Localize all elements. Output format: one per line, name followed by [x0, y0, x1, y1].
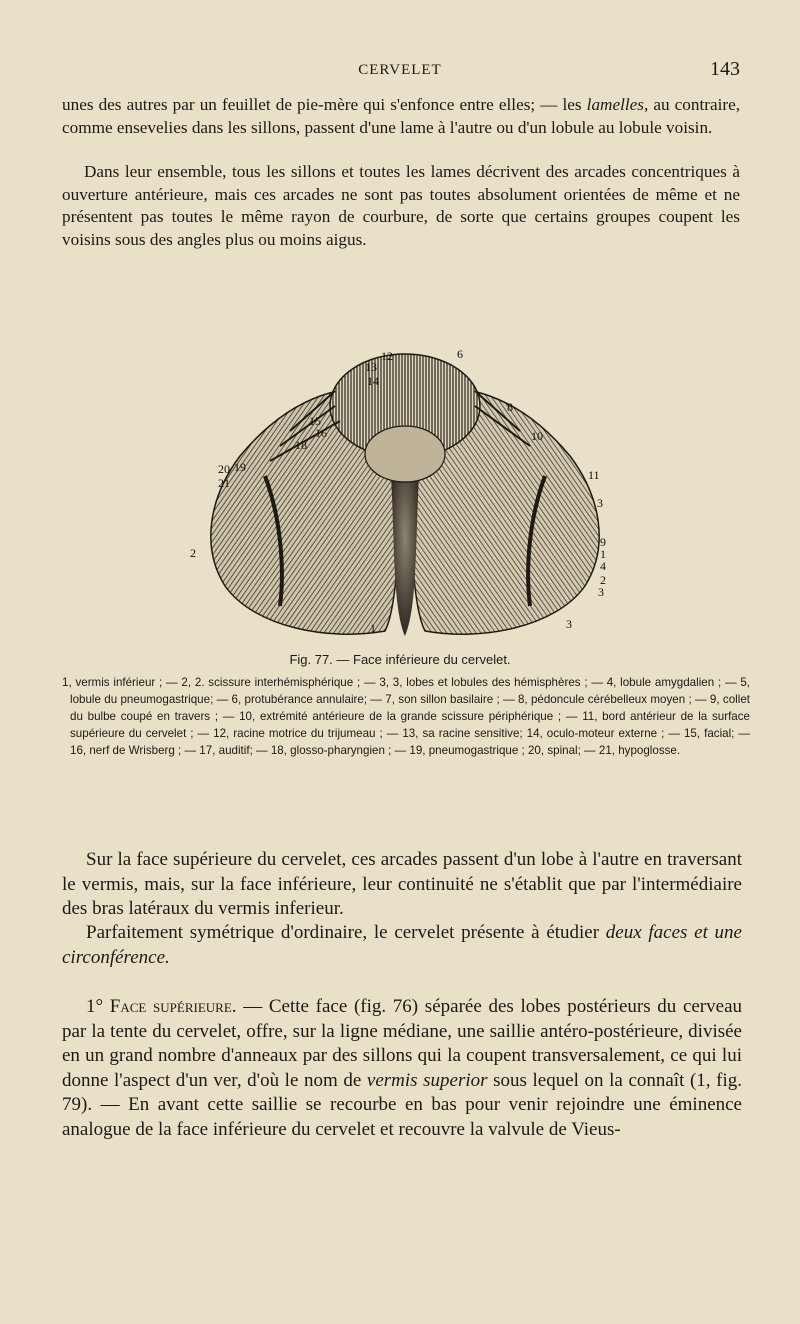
running-head	[60, 58, 740, 88]
italic-term: vermis superior	[366, 1069, 488, 1091]
figure-label: 6	[457, 347, 463, 361]
cerebellum-figure	[170, 336, 640, 648]
cerebellum-illustration	[170, 336, 640, 648]
figure-label: 18	[295, 438, 307, 452]
top-paragraph-1	[62, 94, 740, 139]
body-paragraph-2	[62, 921, 742, 970]
figure-label: 3	[597, 496, 603, 510]
figure-label: 20	[218, 462, 230, 476]
figure-label: 2	[190, 546, 196, 560]
figure-label: 21	[218, 476, 230, 490]
text-span: Parfaitement symétrique d'ordinaire, le cervelet présente à étudier	[86, 922, 606, 943]
figure-label: 11	[588, 468, 600, 482]
figure-label: 1	[370, 621, 376, 635]
figure-label: 2	[600, 573, 606, 587]
figure-label: 8	[507, 400, 513, 414]
figure-label: 15	[309, 414, 321, 428]
body-paragraph-3	[62, 995, 742, 1143]
figure-label: 10	[531, 429, 543, 443]
italic-phrase: deux faces et une circonférence.	[62, 922, 742, 968]
text-span: — Cette face (fig. 76) séparée des lobes postérieurs du cerveau par la tente du cervelet, offre, sur la ligne médiane, une saillie antéro-postérieure, divisée en un grand nombre d'anneaux par des sillons qui la coupent transversalement, ce qui lui donne l'aspect d'un ver, d'où le nom de	[62, 996, 743, 1091]
figure-label: 9	[600, 535, 606, 549]
text-span: , au contraire, comme ensevelies dans les sillons, passent d'une lame à l'autre ou d'un lobule au lobule voisin.	[62, 95, 740, 137]
figure-label: 12	[381, 349, 393, 363]
figure-label: 4	[600, 559, 606, 573]
section-heading: Face supérieure.	[109, 996, 237, 1017]
body-paragraph-1: Sur la face supérieure du cervelet, ces arcades passent d'un lobe à l'autre en traversant le vermis, mais, sur la face inférieure, leur continuité ne s'établit que par l'intermédiaire des bras latéraux du vermis inferieur.	[62, 849, 742, 920]
top-paragraph-2: Dans leur ensemble, tous les sillons et toutes les lames décrivent des arcades concentriques à ouverture antérieure, mais ces arcades ne sont pas toutes absolument orientées de même et ne présentent pas toutes le même rayon de courbure, de sorte que certains groupes coupent les voisins sous des angles plus ou moins aigus.	[62, 162, 740, 249]
page-number: 143	[710, 58, 740, 80]
figure-label: 19	[234, 460, 246, 474]
italic-term: lamelles	[586, 95, 644, 114]
figure-legend: 1, vermis inférieur ; — 2, 2. scissure interhémisphérique ; — 3, 3, lobes et lobules des hémisphères ; — 4, lobule amygdalien ; — 5, lobule du pneumogastrique; — 6, protubérance annulaire; — 7, son sillon basilaire ; — 8, pédoncule cérébelleux moyen ; — 9, collet du bulbe coupé en travers ; — 10, extrémité antérieure de la grande scissure périphérique ; — 11, bord antérieur de la surface supérieure du cervelet ; — 12, racine motrice du trijumeau ; — 13, sa racine sensitive; 14, oculo-moteur externe ; — 15, facial; — 16, nerf de Wrisberg ; — 17, auditif; — 18, glosso-pharyngien ; — 19, pneumogastrique ; 20, spinal; — 21, hypoglosse.	[62, 676, 750, 757]
figure-label: 3	[566, 617, 572, 631]
text-span: unes des autres par un feuillet de pie-mère qui s'enfonce entre elles; — les	[62, 95, 587, 114]
figure-caption: Fig. 77. — Face inférieure du cervelet.	[289, 652, 511, 667]
figure-label: 3	[598, 585, 604, 599]
figure-label: 14	[367, 374, 379, 388]
figure-label: 13	[365, 360, 377, 374]
section-number: 1°	[86, 996, 110, 1017]
text-span: sous lequel on la connaît (1, fig. 79). — En avant cette saillie se recourbe en bas pour venir rejoindre une éminence analogue de la face inférieure du cervelet et recouvre la valvule de Vieus-	[62, 1069, 742, 1140]
running-title: CERVELET	[358, 62, 442, 78]
figure-label: 16	[315, 426, 327, 440]
figure-label: 1	[600, 547, 606, 561]
